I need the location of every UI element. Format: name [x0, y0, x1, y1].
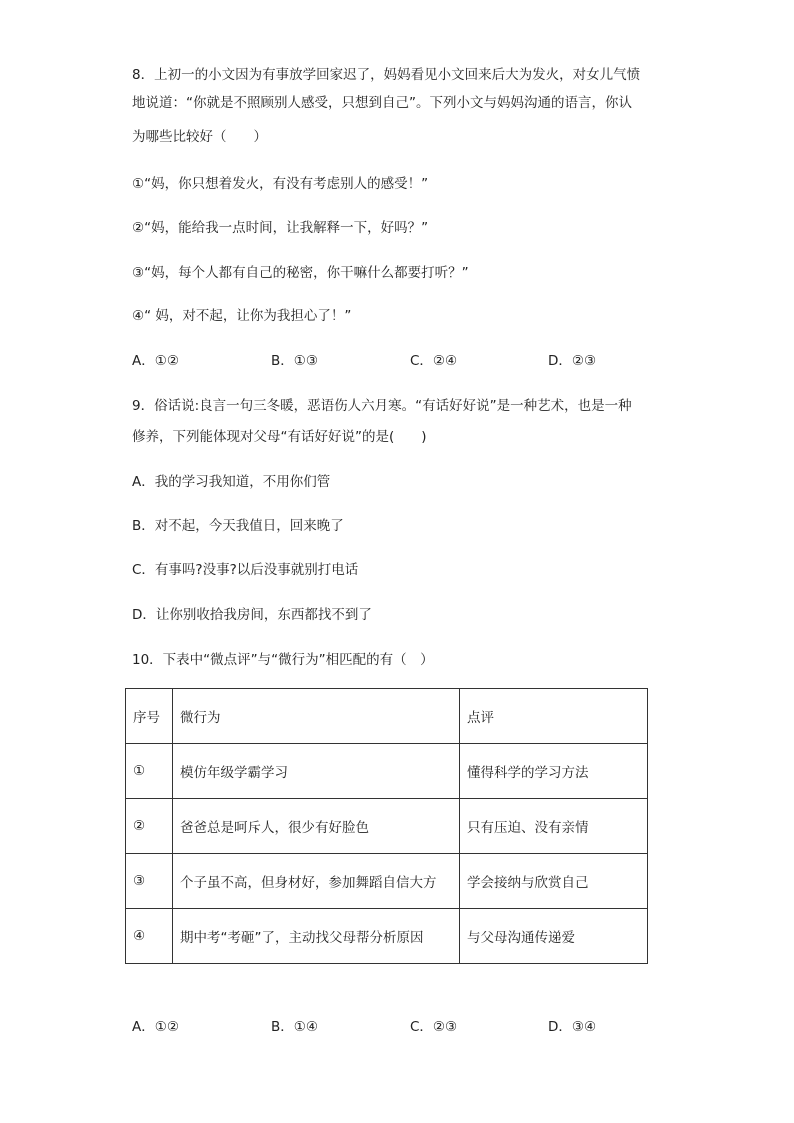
row-index: ① [126, 744, 173, 799]
q10-option-c: C．②③ [410, 1019, 458, 1035]
q10-options [132, 1017, 652, 1037]
header-comment: 点评 [460, 689, 648, 744]
row-index: ④ [126, 909, 173, 964]
q10-option-d: D．③④ [548, 1019, 597, 1035]
q10-option-a: A．①② [132, 1019, 179, 1035]
row-index: ③ [126, 854, 173, 909]
q8-option-a: A．①② [132, 353, 179, 369]
q8-statement-3: ③“妈，每个人都有自己的秘密，你干嘛什么都要打听？” [132, 265, 469, 281]
table-header-row [126, 689, 648, 744]
table-row [126, 799, 648, 854]
q8-options [132, 351, 652, 371]
q8-statement-1: ①“妈，你只想着发火，有没有考虑别人的感受！” [132, 176, 429, 192]
row-comment: 只有压迫、没有亲情 [460, 799, 648, 854]
row-comment: 学会接纳与欣赏自己 [460, 854, 648, 909]
q9-option-c: C．有事吗?没事?以后没事就别打电话 [132, 562, 359, 578]
q8-option-c: C．②④ [410, 353, 458, 369]
row-behavior: 模仿年级学霸学习 [173, 744, 460, 799]
q8-stem-line-1: 8．上初一的小文因为有事放学回家迟了，妈妈看见小文回来后大为发火，对女儿气愤 [132, 67, 641, 83]
q8-stem-line-3: 为哪些比较好（ ） [132, 129, 267, 145]
row-comment: 与父母沟通传递爱 [460, 909, 648, 964]
q10-option-b: B．①④ [271, 1019, 318, 1035]
q9-stem-line-2: 修养，下列能体现对父母“有话好好说”的是( ) [132, 429, 427, 445]
q9-option-a: A．我的学习我知道，不用你们管 [132, 474, 331, 490]
table-row [126, 854, 648, 909]
q10-table [125, 688, 648, 964]
q8-statement-4: ④“ 妈，对不起，让你为我担心了！” [132, 308, 352, 324]
q9-stem-line-1: 9．俗话说:良言一句三冬暖，恶语伤人六月寒。“有话好好说”是一种艺术，也是一种 [132, 398, 632, 414]
q8-statement-2: ②“妈，能给我一点时间，让我解释一下，好吗？” [132, 220, 429, 236]
q10-stem: 10．下表中“微点评”与“微行为”相匹配的有（ ） [132, 652, 434, 668]
row-behavior: 期中考“考砸”了，主动找父母帮分析原因 [173, 909, 460, 964]
q9-option-d: D．让你别收拾我房间，东西都找不到了 [132, 607, 372, 623]
q8-option-b: B．①③ [271, 353, 318, 369]
table-row [126, 744, 648, 799]
header-index: 序号 [126, 689, 173, 744]
q9-option-b: B．对不起，今天我值日，回来晚了 [132, 518, 344, 534]
row-behavior: 爸爸总是呵斥人，很少有好脸色 [173, 799, 460, 854]
row-behavior: 个子虽不高，但身材好，参加舞蹈自信大方 [173, 854, 460, 909]
row-comment: 懂得科学的学习方法 [460, 744, 648, 799]
table-row [126, 909, 648, 964]
q8-option-d: D．②③ [548, 353, 597, 369]
header-behavior: 微行为 [173, 689, 460, 744]
q8-stem-line-2: 地说道：“你就是不照顾别人感受，只想到自己”。下列小文与妈妈沟通的语言，你认 [132, 95, 632, 111]
row-index: ② [126, 799, 173, 854]
